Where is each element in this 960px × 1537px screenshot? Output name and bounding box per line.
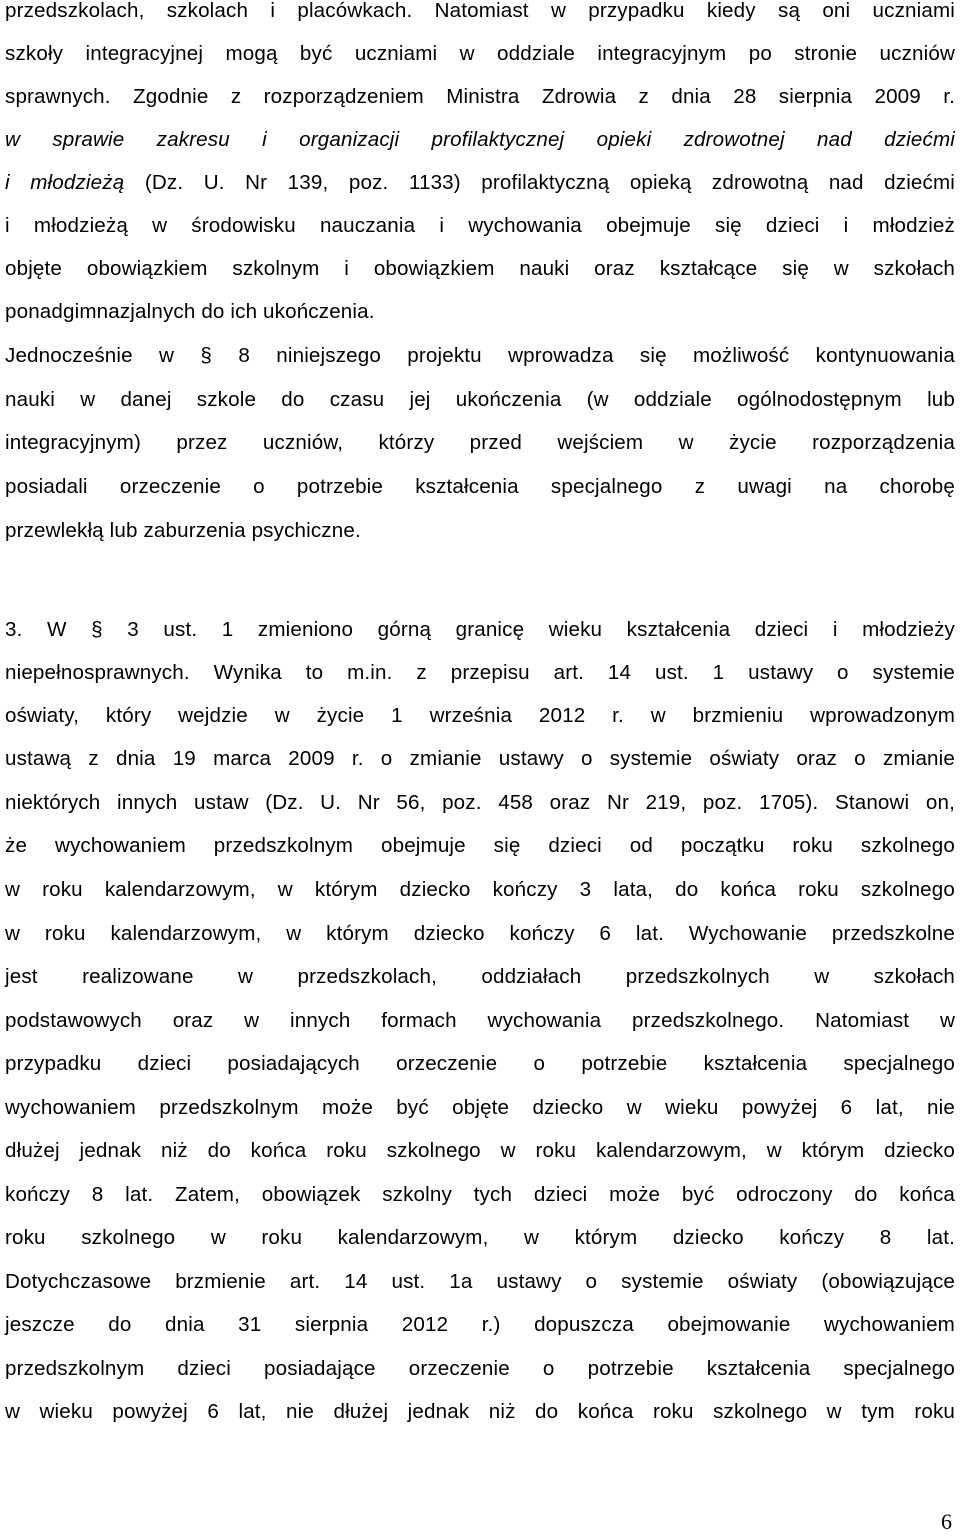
text-line: w sprawie zakresu i organizacji profilaktycznej opieki zdrowotnej nad dziećmi (5, 128, 955, 151)
text-line: w roku kalendarzowym, w którym dziecko kończy 3 lata, do końca roku szkolnego (5, 878, 955, 901)
text-line: niektórych innych ustaw (Dz. U. Nr 56, poz. 458 oraz Nr 219, poz. 1705). Stanowi on, (5, 791, 955, 814)
text-line: ustawą z dnia 19 marca 2009 r. o zmianie ustawy o systemie oświaty oraz o zmianie (5, 747, 955, 770)
text-line: w roku kalendarzowym, w którym dziecko kończy 6 lat. Wychowanie przedszkolne (5, 922, 955, 945)
text-line: posiadali orzeczenie o potrzebie kształcenia specjalnego z uwagi na chorobę (5, 475, 955, 498)
text-line: że wychowaniem przedszkolnym obejmuje się dzieci od początku roku szkolnego (5, 834, 955, 857)
text-line: roku szkolnego w roku kalendarzowym, w którym dziecko kończy 8 lat. (5, 1226, 955, 1249)
text-line: ponadgimnazjalnych do ich ukończenia. (5, 300, 375, 323)
text-line: i młodzieżą w środowisku nauczania i wychowania obejmuje się dzieci i młodzież (5, 214, 955, 237)
text-line: dłużej jednak niż do końca roku szkolnego w roku kalendarzowym, w którym dziecko (5, 1139, 955, 1162)
text-line: objęte obowiązkiem szkolnym i obowiązkiem nauki oraz kształcące się w szkołach (5, 257, 955, 280)
text-line: jeszcze do dnia 31 sierpnia 2012 r.) dopuszcza obejmowanie wychowaniem (5, 1313, 955, 1336)
text-line: oświaty, który wejdzie w życie 1 września 2012 r. w brzmieniu wprowadzonym (5, 704, 955, 727)
text-line: przedszkolach, szkolach i placówkach. Natomiast w przypadku kiedy są oni uczniami (5, 0, 955, 22)
text-line: przypadku dzieci posiadających orzeczenie o potrzebie kształcenia specjalnego (5, 1052, 955, 1075)
text-line: nauki w danej szkole do czasu jej ukończenia (w oddziale ogólnodostępnym lub (5, 388, 955, 411)
text-line: przedszkolnym dzieci posiadające orzeczenie o potrzebie kształcenia specjalnego (5, 1357, 955, 1380)
text-fragment: (Dz. U. Nr 139, poz. 1133) profilaktyczną opieką zdrowotną nad dziećmi (144, 171, 955, 194)
text-line: Jednocześnie w § 8 niniejszego projektu wprowadza się możliwość kontynuowania (5, 344, 955, 367)
page-number: 6 (941, 1509, 952, 1534)
text-line: Dotychczasowe brzmienie art. 14 ust. 1a ustawy o systemie oświaty (obowiązujące (5, 1270, 955, 1293)
text-line: sprawnych. Zgodnie z rozporządzeniem Ministra Zdrowia z dnia 28 sierpnia 2009 r. (5, 85, 955, 108)
text-line: integracyjnym) przez uczniów, którzy przed wejściem w życie rozporządzenia (5, 431, 955, 454)
text-line: wychowaniem przedszkolnym może być objęte dziecko w wieku powyżej 6 lat, nie (5, 1096, 955, 1119)
text-line: podstawowych oraz w innych formach wychowania przedszkolnego. Natomiast w (5, 1009, 955, 1032)
text-line: niepełnosprawnych. Wynika to m.in. z przepisu art. 14 ust. 1 ustawy o systemie (5, 661, 955, 684)
text-line: jest realizowane w przedszkolach, oddziałach przedszkolnych w szkołach (5, 965, 955, 988)
text-line: 3. W § 3 ust. 1 zmieniono górną granicę wieku kształcenia dzieci i młodzieży (5, 618, 955, 641)
text-line: przewlekłą lub zaburzenia psychiczne. (5, 519, 361, 542)
text-line (5, 166, 955, 200)
text-line: kończy 8 lat. Zatem, obowiązek szkolny tych dzieci może być odroczony do końca (5, 1183, 955, 1206)
text-fragment-italic: i młodzieżą (5, 171, 125, 194)
text-line: szkoły integracyjnej mogą być uczniami w oddziale integracyjnym po stronie uczniów (5, 42, 955, 65)
text-line: w wieku powyżej 6 lat, nie dłużej jednak niż do końca roku szkolnego w tym roku (5, 1400, 955, 1423)
